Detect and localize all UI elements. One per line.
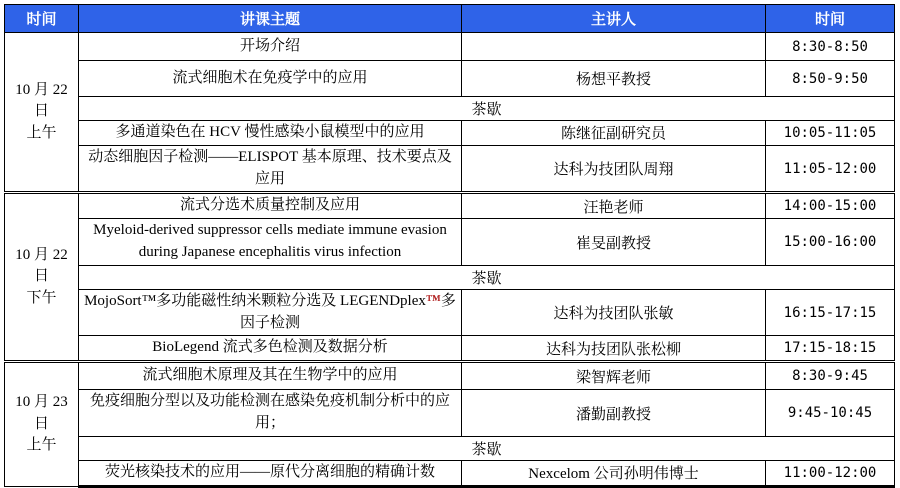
table-row bbox=[5, 145, 895, 193]
time-cell: 16:15-17:15 bbox=[766, 289, 895, 336]
topic-cell: 多通道染色在 HCV 慢性感染小鼠模型中的应用 bbox=[79, 121, 462, 146]
time-cell: 17:15-18:15 bbox=[766, 336, 895, 362]
time-cell: 8:50-9:50 bbox=[766, 61, 895, 97]
table-row bbox=[5, 219, 895, 266]
date-line: 日 bbox=[33, 415, 49, 432]
time-cell: 14:00-15:00 bbox=[766, 193, 895, 219]
header-col-speaker: 主讲人 bbox=[462, 5, 766, 33]
topic-cell: 动态细胞因子检测——ELISPOT 基本原理、技术要点及应用 bbox=[79, 145, 462, 193]
table-row bbox=[5, 390, 895, 437]
speaker-cell bbox=[462, 33, 766, 61]
table-row bbox=[5, 61, 895, 97]
trademark-red-text: ™ bbox=[425, 292, 441, 309]
topic-cell: 免疫细胞分型以及功能检测在感染免疫机制分析中的应用； bbox=[79, 390, 462, 437]
date-line: 上午 bbox=[26, 437, 57, 454]
date-cell-oct23-am bbox=[5, 362, 79, 487]
topic-cell: Myeloid-derived suppressor cells mediate immune evasion during Japanese encephalitis virus infection bbox=[79, 219, 462, 266]
date-cell-oct22-pm bbox=[5, 193, 79, 362]
topic-cell: 流式细胞术在免疫学中的应用 bbox=[79, 61, 462, 97]
speaker-cell: 汪艳老师 bbox=[462, 193, 766, 219]
time-cell: 8:30-8:50 bbox=[766, 33, 895, 61]
table-row bbox=[5, 121, 895, 146]
time-cell: 11:00-12:00 bbox=[766, 460, 895, 486]
table-row bbox=[5, 436, 895, 460]
table-row bbox=[5, 362, 895, 390]
table-row bbox=[5, 193, 895, 219]
speaker-cell: Nexcelom 公司孙明伟博士 bbox=[462, 460, 766, 486]
header-col-topic: 讲课主题 bbox=[79, 5, 462, 33]
time-cell: 15:00-16:00 bbox=[766, 219, 895, 266]
table-row bbox=[5, 33, 895, 61]
table-header-row bbox=[5, 5, 895, 33]
time-cell: 11:05-12:00 bbox=[766, 145, 895, 193]
speaker-cell: 陈继征副研究员 bbox=[462, 121, 766, 146]
speaker-cell: 崔旻副教授 bbox=[462, 219, 766, 266]
table-row bbox=[5, 336, 895, 362]
topic-text-part: 多因子检测 bbox=[239, 292, 456, 331]
time-cell: 9:45-10:45 bbox=[766, 390, 895, 437]
topic-cell: 流式分选术质量控制及应用 bbox=[79, 193, 462, 219]
topic-cell: 开场介绍 bbox=[79, 33, 462, 61]
date-line: 上午 bbox=[26, 125, 57, 141]
speaker-cell: 达科为技团队张松柳 bbox=[462, 336, 766, 362]
lecture-schedule-table bbox=[4, 4, 895, 488]
date-line: 10 月 23 bbox=[15, 393, 68, 410]
date-line: 日 bbox=[33, 103, 49, 120]
time-cell: 8:30-9:45 bbox=[766, 362, 895, 390]
table-row bbox=[5, 97, 895, 121]
date-cell-oct22-am bbox=[5, 33, 79, 193]
speaker-cell: 杨想平教授 bbox=[462, 61, 766, 97]
tea-break-cell: 茶歇 bbox=[79, 97, 895, 121]
topic-text-part: MojoSort™多功能磁性纳米颗粒分选及 LEGENDplex bbox=[84, 292, 426, 309]
topic-cell bbox=[79, 289, 462, 336]
topic-cell: BioLegend 流式多色检测及数据分析 bbox=[79, 336, 462, 362]
date-line: 10 月 22 bbox=[15, 81, 68, 98]
topic-cell: 荧光核染技术的应用——原代分离细胞的精确计数 bbox=[79, 460, 462, 486]
table-row bbox=[5, 265, 895, 289]
header-col-time-left: 时间 bbox=[5, 5, 79, 33]
speaker-cell: 达科为技团队张敏 bbox=[462, 289, 766, 336]
date-line: 日 bbox=[33, 268, 49, 285]
time-cell: 10:05-11:05 bbox=[766, 121, 895, 146]
header-col-time-right: 时间 bbox=[766, 5, 895, 33]
speaker-cell: 潘勤副教授 bbox=[462, 390, 766, 437]
tea-break-cell: 茶歇 bbox=[79, 436, 895, 460]
table-row bbox=[5, 289, 895, 336]
date-line: 10 月 22 bbox=[15, 246, 68, 263]
speaker-cell: 达科为技团队周翔 bbox=[462, 145, 766, 193]
topic-cell: 流式细胞术原理及其在生物学中的应用 bbox=[79, 362, 462, 390]
date-line: 下午 bbox=[26, 290, 57, 307]
speaker-cell: 梁智辉老师 bbox=[462, 362, 766, 390]
table-row bbox=[5, 460, 895, 486]
tea-break-cell: 茶歇 bbox=[79, 265, 895, 289]
